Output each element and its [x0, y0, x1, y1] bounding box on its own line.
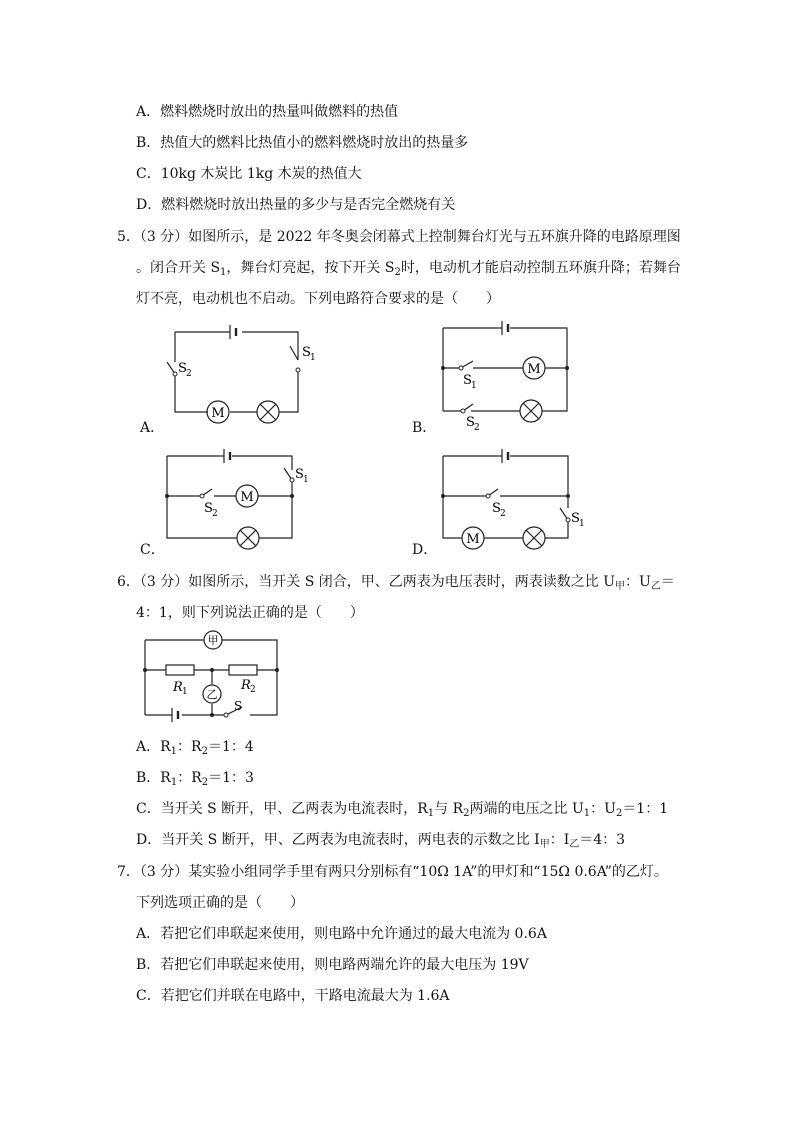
svg-text:S: S: [204, 501, 213, 516]
svg-text:1: 1: [310, 353, 316, 363]
q5-option-b-label: B．: [412, 420, 437, 436]
q6-option-c: C．当开关 S 断开，甲、乙两表为电流表时，$R_1$与 $R_2$两端的电压之比 $U_1$：$U_2=1$：1: [136, 801, 669, 819]
svg-text:1: 1: [579, 519, 585, 529]
svg-text:R: R: [173, 680, 183, 695]
svg-text:2: 2: [212, 509, 218, 519]
svg-text:1: 1: [182, 687, 188, 697]
q7-stem-line2: 下列选项正确的是（ ）: [136, 895, 304, 911]
svg-text:甲: 甲: [207, 634, 219, 647]
svg-text:S: S: [571, 511, 580, 526]
q5-circuit-b: [440, 318, 575, 433]
svg-text:R: R: [241, 678, 251, 693]
q6-stem-line2: 4：1，则下列说法正确的是（ ）: [136, 605, 364, 621]
svg-text:2: 2: [500, 509, 506, 519]
q6-option-a: A．$R_1$：$R_2=1$：4: [136, 739, 254, 757]
svg-text:1: 1: [303, 475, 309, 485]
q6-option-d: D．当开关 S 断开，甲、乙两表为电流表时，两电表的示数之比 $I_甲$：$I_乙=4$：3: [136, 832, 626, 850]
q5-stem-line3: 灯不亮，电动机也不启动。下列电路符合要求的是（ ）: [136, 291, 500, 307]
svg-text:S: S: [302, 345, 311, 360]
q5-circuit-a: [140, 322, 316, 422]
q4-option-d: D．燃料燃烧时放出热量的多少与是否完全燃烧有关: [136, 197, 456, 213]
q7-stem-line1: 7．（3 分）某实验小组同学手里有两只分别标有“10Ω 1A”的甲灯和“15Ω 0.6A”的乙灯。: [117, 864, 668, 880]
svg-text:乙: 乙: [206, 688, 218, 701]
q5-option-c-label: C．: [140, 542, 165, 558]
q5-stem-line2: 。闭合开关 $S_1$，舞台灯亮起，按下开关 $S_2$时，电动机才能启动控制五环旗升降；若舞台: [136, 260, 681, 278]
q7-option-c: C．若把它们并联在电路中，干路电流最大为 1.6A: [136, 988, 450, 1004]
q7-option-a: A．若把它们串联起来使用，则电路中允许通过的最大电流为 0.6A: [136, 926, 547, 942]
q4-option-a: A．燃料燃烧时放出的热量叫做燃料的热值: [136, 104, 399, 120]
q5-circuit-c: [164, 448, 309, 548]
svg-text:S: S: [234, 699, 243, 713]
svg-text:S: S: [466, 415, 475, 430]
q6-circuit: [142, 630, 282, 725]
svg-text:2: 2: [186, 369, 192, 379]
svg-text:S: S: [463, 373, 472, 388]
svg-text:2: 2: [474, 423, 480, 433]
svg-text:M: M: [466, 532, 480, 547]
q4-option-c: C．10kg 木炭比 1kg 木炭的热值大: [136, 166, 362, 182]
svg-text:M: M: [527, 362, 541, 377]
svg-text:1: 1: [471, 381, 477, 391]
q6-stem-line1: 6．（3 分）如图所示，当开关 S 闭合，甲、乙两表为电压表时，两表读数之比 $U_甲$：$U_乙=$: [117, 574, 675, 592]
q6-option-b: B．$R_1$：$R_2=1$：3: [136, 770, 254, 788]
q5-circuit-d: [440, 448, 585, 548]
svg-text:S: S: [492, 501, 501, 516]
q4-option-b: B．热值大的燃料比热值小的燃料燃烧时放出的热量多: [136, 135, 469, 151]
svg-text:S: S: [178, 361, 187, 376]
svg-text:2: 2: [250, 685, 256, 695]
q7-option-b: B．若把它们串联起来使用，则电路两端允许的最大电压为 19V: [136, 957, 529, 973]
svg-text:M: M: [240, 490, 254, 505]
q5-option-d-label: D．: [412, 542, 438, 558]
q5-stem-line1: 5．（3 分）如图所示，是 2022 年冬奥会闭幕式上控制舞台灯光与五环旗升降的电路原理图: [117, 229, 681, 245]
svg-text:S: S: [295, 467, 304, 482]
q5-option-a-label: A．: [140, 420, 165, 436]
svg-text:M: M: [211, 406, 225, 421]
